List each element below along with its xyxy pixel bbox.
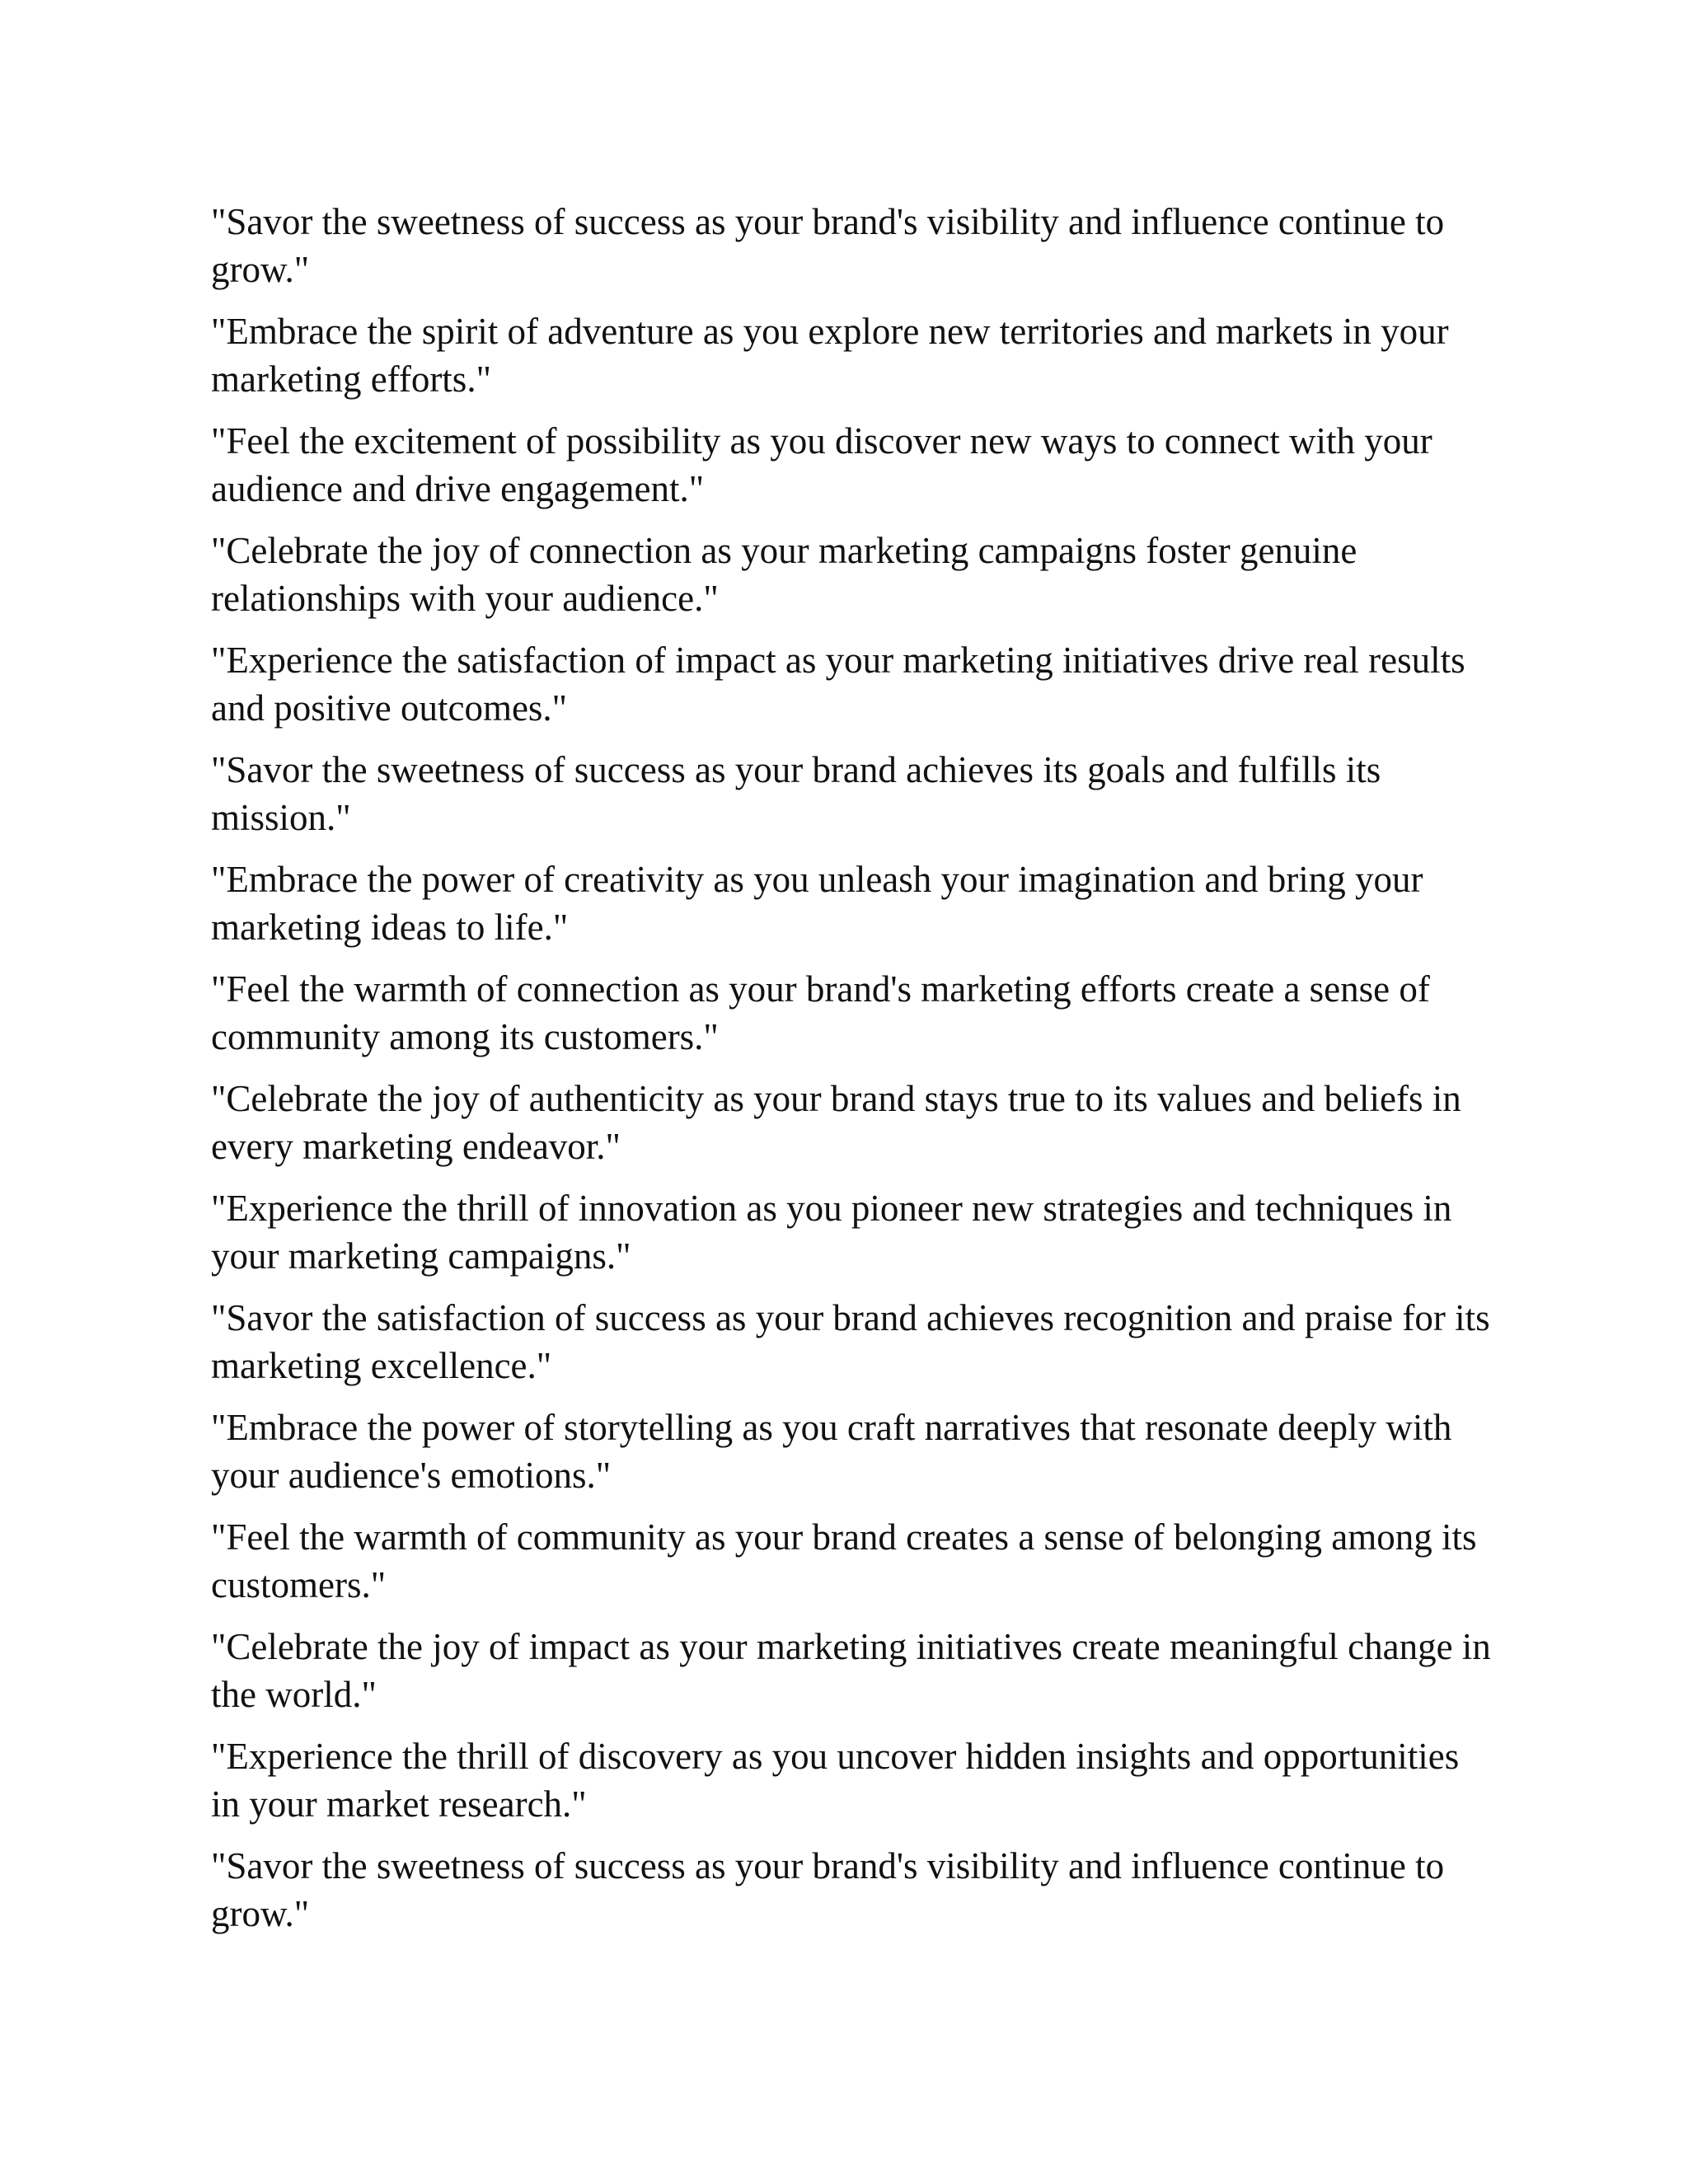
quote-paragraph: "Savor the sweetness of success as your brand's visibility and influence continue to grow." <box>211 1845 1445 1934</box>
quote-paragraph: "Embrace the power of creativity as you unleash your imagination and bring your marketing ideas to life." <box>211 859 1423 948</box>
quote-paragraph: "Feel the excitement of possibility as you discover new ways to connect with your audience and drive engagement." <box>211 420 1432 509</box>
quote-paragraph: "Savor the sweetness of success as your brand achieves its goals and fulfills its mission." <box>211 749 1381 838</box>
quote-paragraph: "Savor the satisfaction of success as your brand achieves recognition and praise for its marketing excellence." <box>211 1297 1490 1386</box>
quote-paragraph: "Experience the satisfaction of impact as your marketing initiatives drive real results and positive outcomes." <box>211 640 1465 729</box>
quote-paragraph: "Savor the sweetness of success as your brand's visibility and influence continue to grow." <box>211 201 1445 290</box>
quote-paragraph: "Embrace the spirit of adventure as you explore new territories and markets in your marketing efforts." <box>211 311 1449 400</box>
quote-paragraph: "Experience the thrill of discovery as you uncover hidden insights and opportunities in your market research." <box>211 1736 1460 1825</box>
quote-paragraph: "Experience the thrill of innovation as you pioneer new strategies and techniques in your marketing campaigns." <box>211 1188 1452 1277</box>
quote-paragraph: "Embrace the power of storytelling as you craft narratives that resonate deeply with your audience's emotions." <box>211 1407 1452 1496</box>
quote-paragraph: "Feel the warmth of community as your brand creates a sense of belonging among its customers." <box>211 1516 1477 1605</box>
quote-paragraph: "Celebrate the joy of impact as your marketing initiatives create meaningful change in the world." <box>211 1626 1491 1715</box>
quote-paragraph: "Celebrate the joy of authenticity as your brand stays true to its values and beliefs in every marketing endeavor." <box>211 1078 1461 1167</box>
quote-list <box>211 198 1497 1952</box>
quote-paragraph: "Celebrate the joy of connection as your marketing campaigns foster genuine relationships with your audience." <box>211 530 1357 619</box>
quote-paragraph: "Feel the warmth of connection as your brand's marketing efforts create a sense of community among its customers." <box>211 968 1430 1057</box>
